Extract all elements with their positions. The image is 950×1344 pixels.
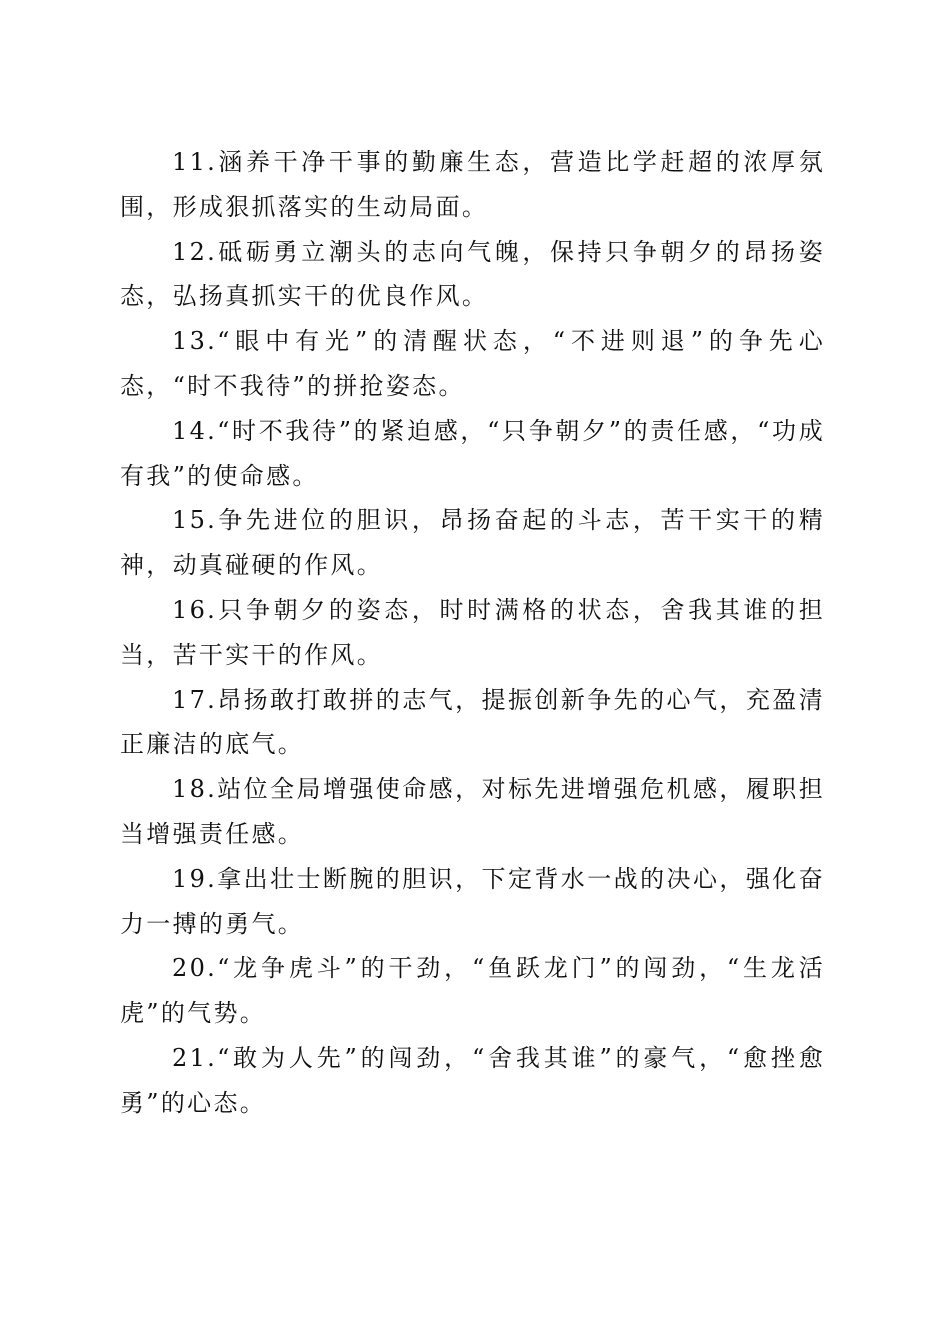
list-item-21: 21.“敢为人先”的闯劲，“舍我其谁”的豪气，“愈挫愈勇”的心态。 [120,1043,825,1117]
list-item-13: 13.“眼中有光”的清醒状态，“不进则退”的争先心态，“时不我待”的拼抢姿态。 [120,327,825,400]
list-item-20: 20.“龙争虎斗”的干劲，“鱼跃龙门”的闯劲，“生龙活虎”的气势。 [120,954,825,1028]
list-item-14: 14.“时不我待”的紧迫感，“只争朝夕”的责任感，“功成有我”的使命感。 [120,416,825,490]
list-item-18: 18.站位全局增强使命感，对标先进增强危机感，履职担当增强责任感。 [120,775,825,848]
list-item-12: 12.砥砺勇立潮头的志向气魄，保持只争朝夕的昂扬姿态，弘扬真抓实干的优良作风。 [120,237,825,311]
list-item-19: 19.拿出壮士断腕的胆识，下定背水一战的决心，强化奋力一搏的勇气。 [120,864,825,938]
list-item-17: 17.昂扬敢打敢拼的志气，提振创新争先的心气，充盈清正廉洁的底气。 [120,685,825,759]
list-item-15: 15.争先进位的胆识，昂扬奋起的斗志，苦干实干的精神，动真碰硬的作风。 [120,506,825,580]
list-item-11: 11.涵养干净干事的勤廉生态，营造比学赶超的浓厚氛围，形成狠抓落实的生动局面。 [120,148,825,221]
document-body [120,140,825,1126]
list-item-16: 16.只争朝夕的姿态，时时满格的状态，舍我其谁的担当，苦干实干的作风。 [120,595,825,669]
